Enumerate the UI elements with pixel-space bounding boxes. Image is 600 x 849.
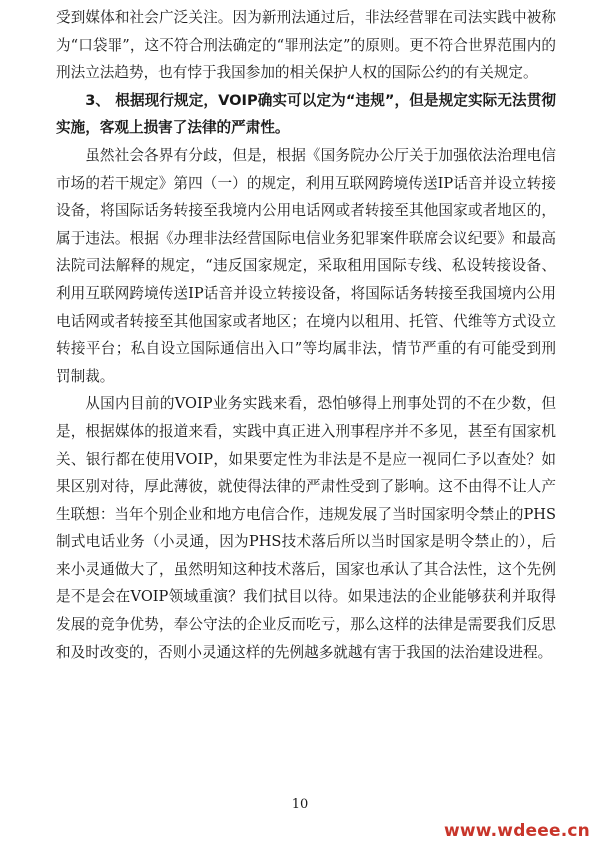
site-watermark: www.wdeee.cn bbox=[444, 821, 590, 841]
paragraph-continuation: 受到媒体和社会广泛关注。因为新刑法通过后，非法经营罪在司法实践中被称为“口袋罪”，这不符合刑法确定的“罪刑法定”的原则。更不符合世界范围内的刑法立法趋势，也有悖于我国参加的相关保护人权的国际公约的有关规定。 bbox=[56, 9, 556, 82]
paragraph-practice-analysis: 从国内目前的VOIP业务实践来看，恐怕够得上刑事处罚的不在少数，但是，根据媒体的报道来看，实践中真正进入刑事程序并不多见，甚至有国家机关、银行都在使用VOIP，如果要定性为非法是不是应一视同仁予以查处？如果区别对待，厚此薄彼，就使得法律的严肃性受到了影响。这不由得不让人产生联想：当年个别企业和地方电信合作，违规发展了当时国家明令禁止的PHS制式电话业务（小灵通，因为PHS技术落后所以当时国家是明令禁止的），后来小灵通做大了，虽然明知这种技术落后，国家也承认了其合法性，这个先例是不是会在VOIP领域重演？我们拭目以待。如果违法的企业能够获利并取得发展的竞争优势，奉公守法的企业反而吃亏，那么这样的法律是需要我们反思和及时改变的，否则小灵通这样的先例越多就越有害于我国的法治建设进程。 bbox=[56, 395, 556, 661]
paragraph-legal-basis: 虽然社会各界有分歧，但是，根据《国务院办公厅关于加强依法治理电信市场的若干规定》第四（一）的规定，利用互联网跨境传送IP话音并设立转接设备，将国际话务转接至我境内公用电话网或者转接至其他国家或者地区的，属于违法。根据《办理非法经营国际电信业务犯罪案件联席会议纪要》和最高法院司法解释的规定，“违反国家规定，采取租用国际专线、私设转接设备、利用互联网跨境传送IP话音并设立转接设备，将国际话务转接至我国境内公用电话网或者转接至其他国家或者地区；在境内以租用、托管、代维等方式设立转接平台；私自设立国际通信出入口”等均属非法，情节严重的有可能受到刑罚制裁。 bbox=[56, 146, 556, 385]
document-body bbox=[56, 4, 556, 666]
section-heading-3: 3、 根据现行规定，VOIP确实可以定为“违规”，但是规定实际无法贯彻实施，客观上损害了法律的严肃性。 bbox=[56, 91, 556, 137]
page-number: 10 bbox=[291, 797, 309, 812]
